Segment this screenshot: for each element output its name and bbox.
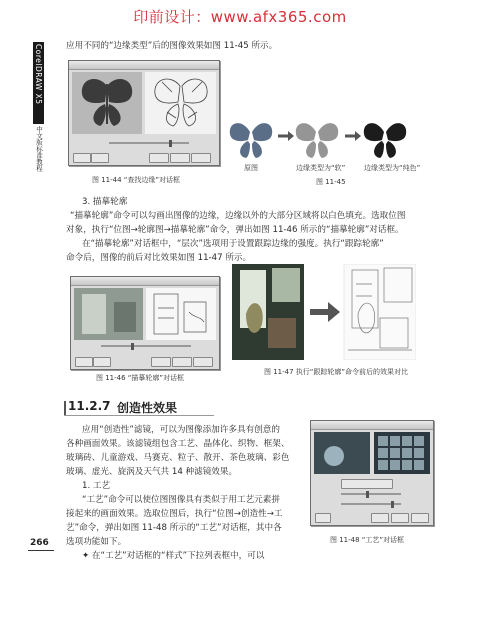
help-button[interactable] [191,153,211,163]
figure-11-47-caption: 图 11-47 执行“跟踪轮廓”命令前后的效果对比 [264,368,409,376]
size-slider[interactable] [341,493,401,495]
figure-11-47-illustration [232,264,416,360]
cancel-button[interactable] [170,153,190,163]
paragraph-line: 对象，执行“位图→轮廓图→描摹轮廓”命令，弹出如图 11-46 所示的“描摹轮廓”对话框。 [66,225,404,235]
reset-button[interactable] [91,153,109,163]
bullet-line: ✦ 在“工艺”对话框的“样式”下拉列表框中，可以 [82,551,265,561]
paragraph-line: “描摹轮廓”命令可以勾画出图像的边缘，边缘以外的大部分区域将以白色填充。选取位图 [70,211,406,221]
paragraph-line: 在“描摹轮廓”对话框中，“层次”选项用于设置跟踪边缘的强度。执行“跟踪轮廓” [82,239,384,249]
figure-11-45-illustration [228,114,410,160]
cancel-button[interactable] [172,357,192,367]
paragraph-line: 选项功能如下。 [66,537,127,547]
intro-paragraph: 应用不同的“边缘类型”后的图像效果如图 11-45 所示。 [66,41,278,51]
fig45-label-solid: 边缘类型为“纯色” [364,164,421,172]
subsection-heading: 3. 描摹轮廓 [82,197,128,207]
slider-thumb[interactable] [391,501,394,508]
paragraph-line: 接起来的画面效果。选取位图后，执行“位图→创造性→工 [66,509,283,519]
reset-button[interactable] [93,357,111,367]
preview-button[interactable] [73,153,91,163]
slider-thumb[interactable] [366,491,369,498]
find-edges-dialog [68,60,220,166]
preview-images [72,72,216,134]
paragraph-line: “工艺”命令可以使位图图像具有类似于用工艺元素拼 [82,495,280,505]
preview-images [314,432,430,474]
paragraph-line: 玻璃砖、儿童游戏、马赛克、粒子、散开、茶色玻璃、彩色 [66,453,290,463]
figure-11-44-caption: 图 11-44 “查找边缘”对话框 [92,176,181,184]
help-button[interactable] [411,513,429,523]
figure-11-48-caption: 图 11-48 “工艺”对话框 [330,536,405,544]
slider-thumb[interactable] [169,140,172,147]
subsection-heading: 1. 工艺 [82,481,111,491]
preview-button[interactable] [315,513,331,523]
section-title: 创造性效果 [117,401,178,415]
paragraph-line: 命令后，图像的前后对比效果如图 11-47 所示。 [66,253,252,263]
cancel-button[interactable] [391,513,409,523]
preview-button[interactable] [75,357,93,367]
slider-thumb[interactable] [131,343,134,350]
figure-11-45-caption: 图 11-45 [316,178,346,186]
paragraph-line: 应用“创造性”滤镜，可以为图像添加许多具有创意的 [82,425,280,435]
paragraph-line: 各种画面效果。该滤镜组包含工艺、晶体化、织物、框架、 [66,439,290,449]
trace-contour-dialog [70,276,220,370]
style-dropdown[interactable] [341,479,393,489]
ok-button[interactable] [371,513,389,523]
section-heading-bar [64,401,66,415]
level-slider[interactable] [101,345,191,347]
ok-button[interactable] [149,153,169,163]
level-slider[interactable] [109,142,189,144]
side-tab-subtitle: 中文版标准教程 [35,126,43,172]
craft-dialog [310,420,434,526]
fig45-label-soft: 边缘类型为“软” [296,164,346,172]
section-number: 11.2.7 [68,399,111,413]
page-number: 266 [30,538,49,548]
page-number-rule [28,550,54,551]
paragraph-line: 玻璃、虚光、旋涡及天气共 14 种滤镜效果。 [66,467,238,477]
figure-11-46-caption: 图 11-46 “描摹轮廓”对话框 [96,374,185,382]
side-tab-product: CorelDRAW X5 [34,44,43,105]
ok-button[interactable] [151,357,171,367]
paragraph-line: 艺”命令，弹出如图 11-48 所示的“工艺”对话框，其中各 [66,523,282,533]
dialog-titlebar [69,61,219,70]
dialog-titlebar [71,277,219,286]
section-title-underline [64,415,214,416]
help-button[interactable] [193,357,213,367]
fig45-label-original: 原图 [244,164,258,172]
preview-images [74,288,216,340]
dialog-titlebar [311,421,433,430]
watermark: 印前设计：www.afx365.com [133,8,347,26]
